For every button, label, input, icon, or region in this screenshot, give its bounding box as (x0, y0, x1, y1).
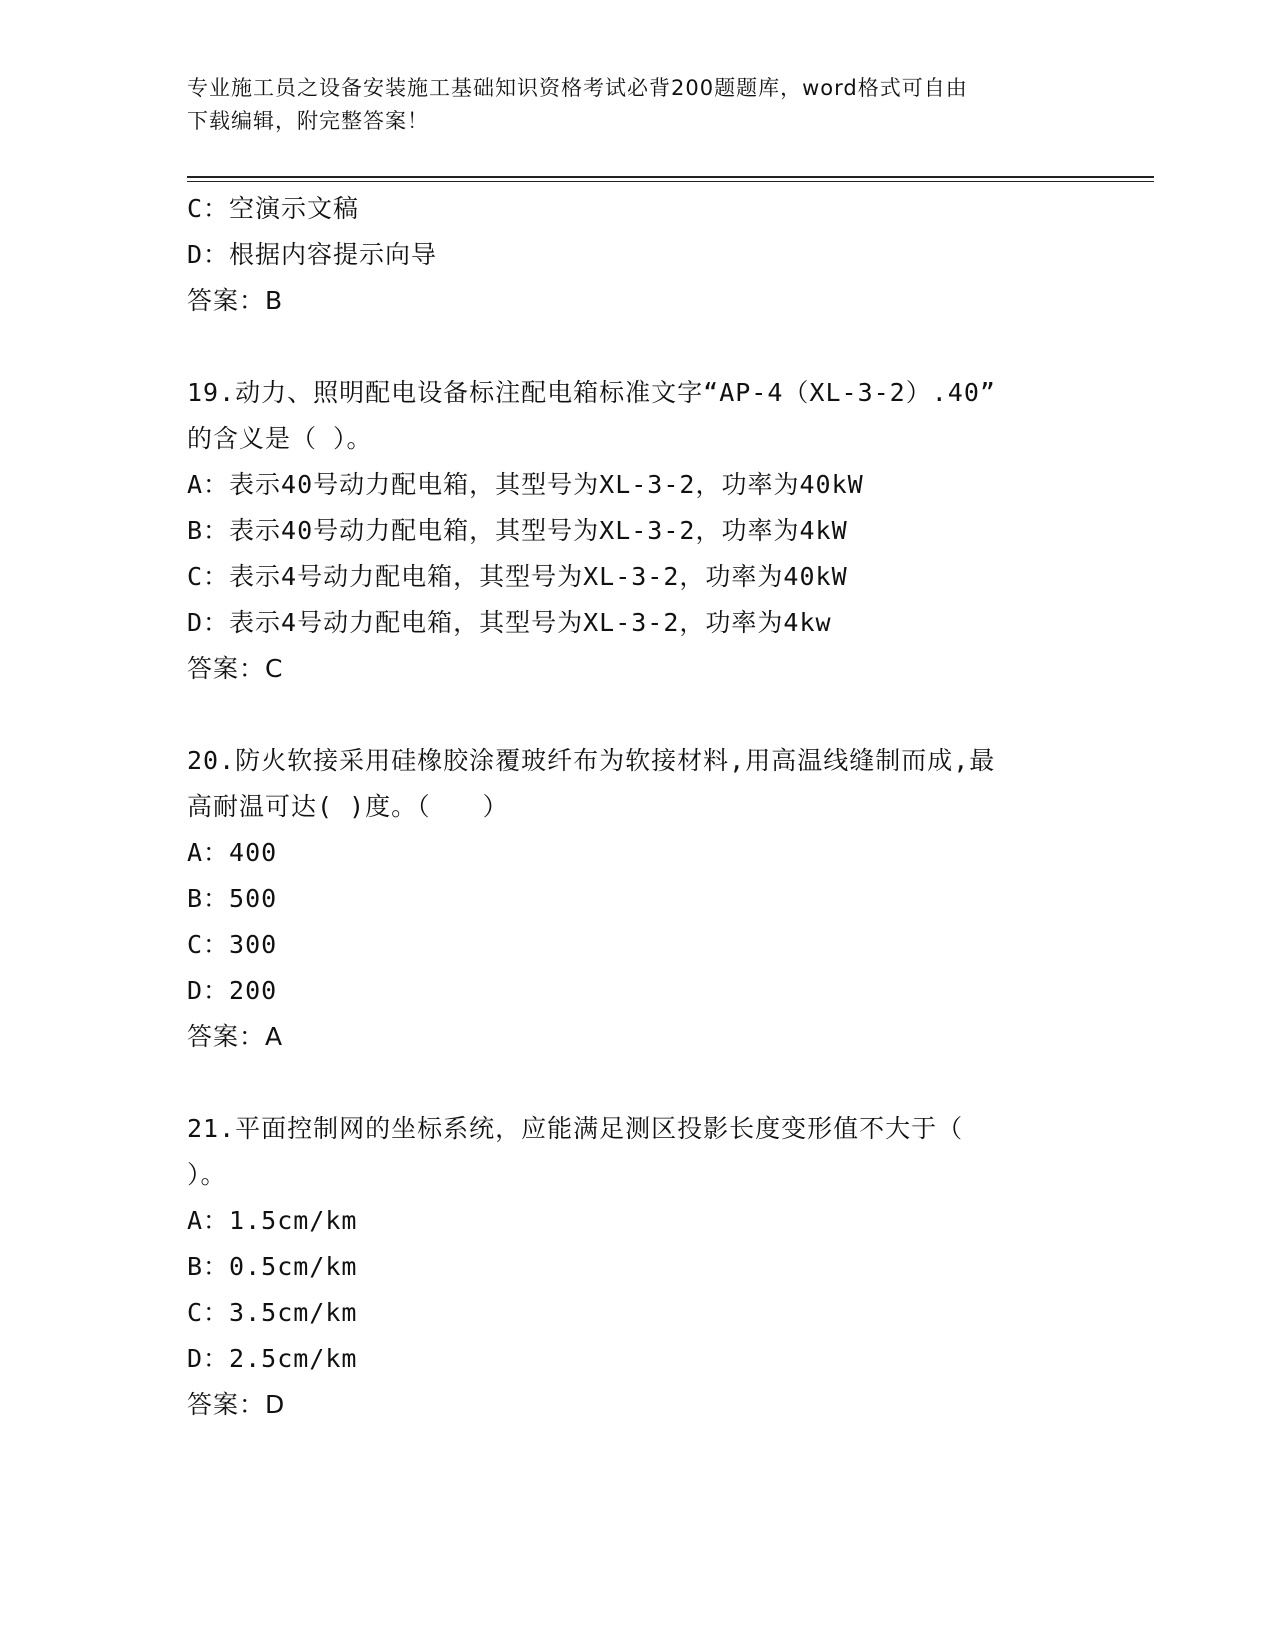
option-b: B：表示40号动力配电箱，其型号为XL-3-2，功率为4kW (187, 516, 848, 545)
header-line-2: 下载编辑，附完整答案！ (187, 109, 429, 133)
document-header (187, 72, 1087, 138)
answer-line: 答案：D (187, 1390, 286, 1419)
question-19 (187, 370, 1087, 692)
option-d: D：200 (187, 976, 278, 1005)
question-stem: 20.防火软接采用硅橡胶涂覆玻纤布为软接材料,用高温线缝制而成,最 (187, 746, 996, 775)
spacer (187, 324, 1087, 370)
option-b: B：500 (187, 884, 278, 913)
option-c: C：300 (187, 930, 278, 959)
question-21 (187, 1106, 1087, 1428)
question-stem: 19.动力、照明配电设备标注配电箱标准文字“AP-4（XL-3-2）.40” (187, 378, 996, 407)
question-20 (187, 738, 1087, 1060)
answer-line: 答案：B (187, 286, 284, 315)
option-d: D：表示4号动力配电箱，其型号为XL-3-2，功率为4kw (187, 608, 832, 637)
document-body (187, 186, 1087, 1428)
answer-line: 答案：C (187, 654, 284, 683)
question-stem-continued: 高耐温可达( )度。（ ） (187, 792, 509, 821)
option-c: C：空演示文稿 (187, 194, 360, 223)
answer-line: 答案：A (187, 1022, 284, 1051)
header-line-1: 专业施工员之设备安装施工基础知识资格考试必背200题题库，word格式可自由 (187, 76, 968, 100)
question-18-tail (187, 186, 1087, 324)
option-d: D：2.5cm/km (187, 1344, 358, 1373)
spacer (187, 1060, 1087, 1106)
option-a: A：1.5cm/km (187, 1206, 358, 1235)
option-a: A：400 (187, 838, 278, 867)
option-c: C：3.5cm/km (187, 1298, 358, 1327)
question-stem-continued: ）。 (187, 1160, 227, 1189)
spacer (187, 692, 1087, 738)
option-b: B：0.5cm/km (187, 1252, 358, 1281)
option-d: D：根据内容提示向导 (187, 240, 438, 269)
question-stem: 21.平面控制网的坐标系统，应能满足测区投影长度变形值不大于（ (187, 1114, 964, 1143)
header-divider-thin (187, 181, 1154, 182)
question-stem-continued: 的含义是（ ）。 (187, 424, 373, 453)
option-a: A：表示40号动力配电箱，其型号为XL-3-2，功率为40kW (187, 470, 864, 499)
header-divider-thick (187, 176, 1154, 178)
option-c: C：表示4号动力配电箱，其型号为XL-3-2，功率为40kW (187, 562, 848, 591)
